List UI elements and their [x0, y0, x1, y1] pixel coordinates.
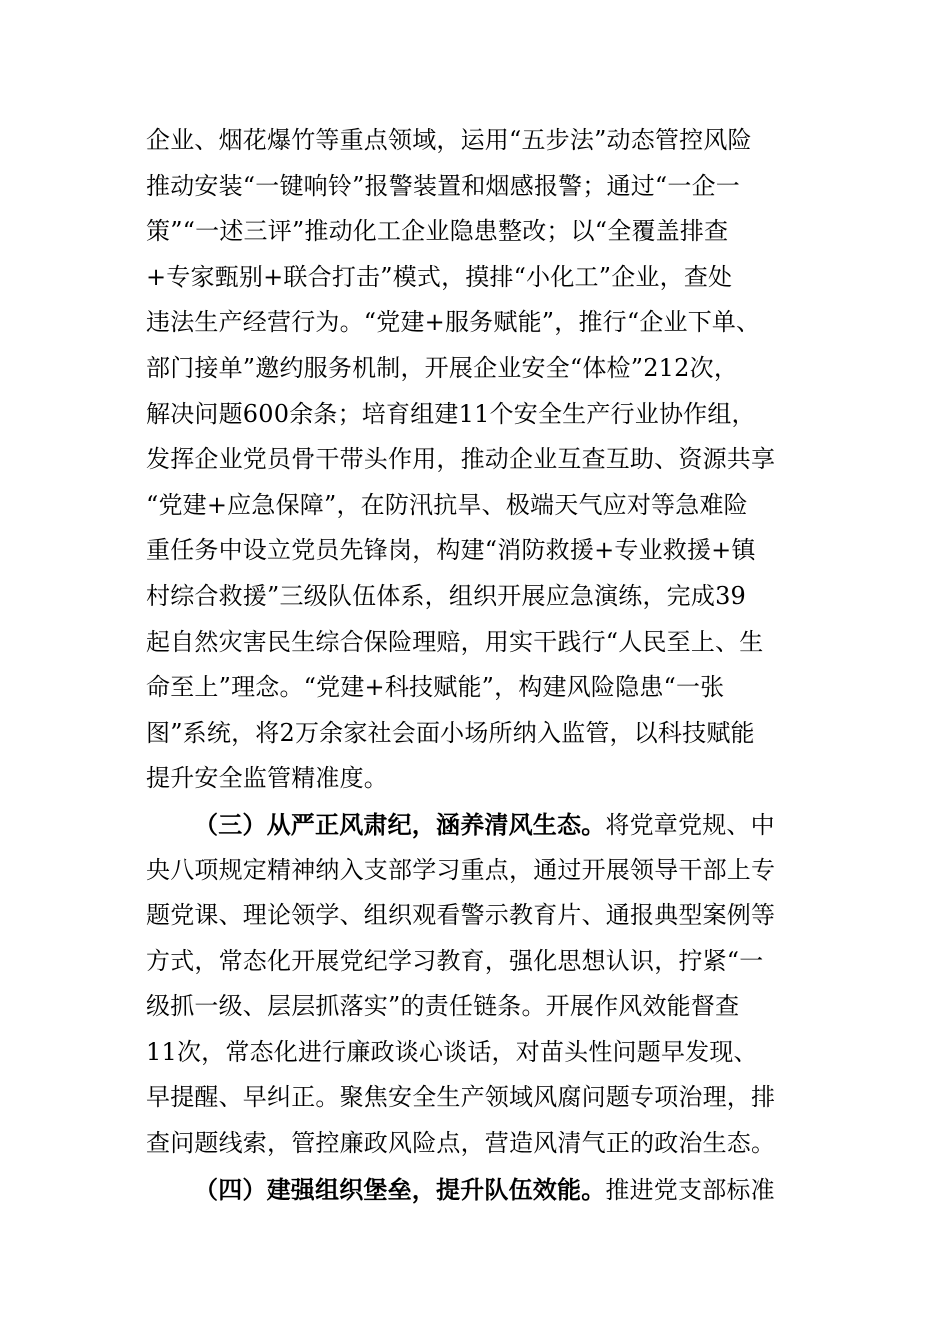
- paragraph-line: 早提醒、早纠正。聚焦安全生产领域风腐问题专项治理，排: [146, 1083, 776, 1112]
- paragraph-line: 11次，常态化进行廉政谈心谈话，对苗头性问题早发现、: [146, 1037, 758, 1066]
- paragraph-line: 解决问题600余条；培育组建11个安全生产行业协作组，: [146, 399, 756, 428]
- paragraph-line: 违法生产经营行为。“党建+服务赋能”，推行“企业下单、: [146, 308, 761, 337]
- paragraph-line: 发挥企业党员骨干带头作用，推动企业互查互助、资源共享: [146, 445, 776, 474]
- paragraph-line: 企业、烟花爆竹等重点领域，运用“五步法”动态管控风险: [146, 126, 752, 154]
- section-3-heading: （三）从严正风肃纪，涵养清风生态。: [194, 809, 606, 839]
- paragraph-line: 央八项规定精神纳入支部学习重点，通过开展领导干部上专: [146, 855, 776, 884]
- section-3-first-line-text: 将党章党规、中: [605, 810, 775, 839]
- document-body: [146, 118, 810, 1212]
- paragraph-line: 村综合救援”三级队伍体系，组织开展应急演练，完成39: [146, 581, 747, 610]
- paragraph-line: 重任务中设立党员先锋岗，构建“消防救援+专业救援+镇: [146, 536, 756, 565]
- paragraph-line: 推动安装“一键响铃”报警装置和烟感报警；通过“一企一: [146, 171, 741, 200]
- paragraph-line: 提升安全监管精准度。: [146, 764, 388, 793]
- paragraph-line: +专家甄别+联合打击”模式，摸排“小化工”企业，查处: [146, 262, 733, 291]
- paragraph-line: “党建+应急保障”，在防汛抗旱、极端天气应对等急难险: [146, 490, 748, 519]
- paragraph-line: 查问题线索，管控廉政风险点，营造风清气正的政治生态。: [146, 1129, 776, 1158]
- section-4-heading: （四）建强组织堡垒，提升队伍效能。: [194, 1174, 606, 1204]
- paragraph-line: 方式，常态化开展党纪学习教育，强化思想认识，拧紧“一: [146, 946, 764, 975]
- section-4-first-line: [146, 1167, 810, 1213]
- paragraph-line: 级抓一级、层层抓落实”的责任链条。开展作风效能督查: [146, 992, 740, 1021]
- paragraph-line: 起自然灾害民生综合保险理赔，用实干践行“人民至上、生: [146, 627, 764, 656]
- paragraph-line: 题党课、理论领学、组织观看警示教育片、通报典型案例等: [146, 901, 776, 930]
- paragraph-line: 图”系统，将2万余家社会面小场所纳入监管，以科技赋能: [146, 718, 755, 747]
- paragraph-line: 部门接单”邀约服务机制，开展企业安全“体检”212次，: [146, 353, 739, 382]
- section-3-first-line: [146, 802, 810, 848]
- paragraph-line: 命至上”理念。“党建+科技赋能”，构建风险隐患“一张: [146, 673, 725, 702]
- section-4-first-line-text: 推进党支部标准: [605, 1175, 775, 1204]
- paragraph-line: 策”“一述三评”推动化工企业隐患整改；以“全覆盖排查: [146, 217, 729, 246]
